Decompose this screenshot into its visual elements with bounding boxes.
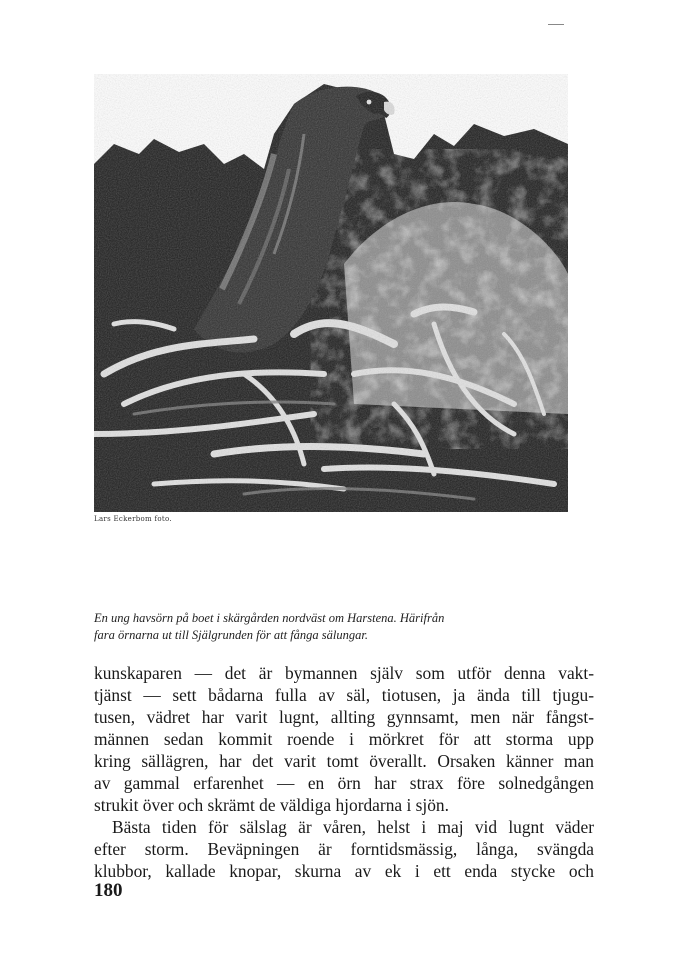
scan-mark — [548, 24, 564, 25]
photo-caption — [94, 610, 534, 644]
body-line: tusen, vädret har varit lugnt, allting gynnsamt, men när fångst- — [94, 707, 594, 727]
eagle-photo-illustration — [94, 74, 568, 512]
body-line: Bästa tiden för sälslag är våren, helst i maj vid lugnt väder — [112, 817, 594, 837]
body-line: kunskaparen — det är bymannen själv som utför denna vakt- — [94, 663, 594, 683]
body-line: strukit över och skrämt de väldiga hjordarna i sjön. — [94, 795, 449, 815]
body-line: kring sällägren, har det varit tomt överallt. Orsaken känner man — [94, 751, 594, 771]
body-line: av gammal erfarenhet — en örn har strax före solnedgången — [94, 773, 594, 793]
caption-line: fara örnarna ut till Själgrunden för att fånga sälungar. — [94, 628, 368, 642]
caption-line: En ung havsörn på boet i skärgården nordväst om Harstena. Härifrån — [94, 611, 445, 625]
photo-credit: Lars Eckerbom foto. — [94, 515, 172, 523]
body-text — [94, 662, 594, 882]
eagle-nest-photo — [94, 74, 568, 512]
page-number: 180 — [94, 880, 123, 901]
body-line: männen sedan kommit roende i mörkret för att storma upp — [94, 729, 594, 749]
body-line: klubbor, kallade knopar, skurna av ek i ett enda stycke och — [94, 861, 594, 881]
body-line: tjänst — sett bådarna fulla av säl, tiotusen, ja ända till tjugu- — [94, 685, 594, 705]
body-line: efter storm. Beväpningen är forntidsmässig, långa, svängda — [94, 839, 594, 859]
